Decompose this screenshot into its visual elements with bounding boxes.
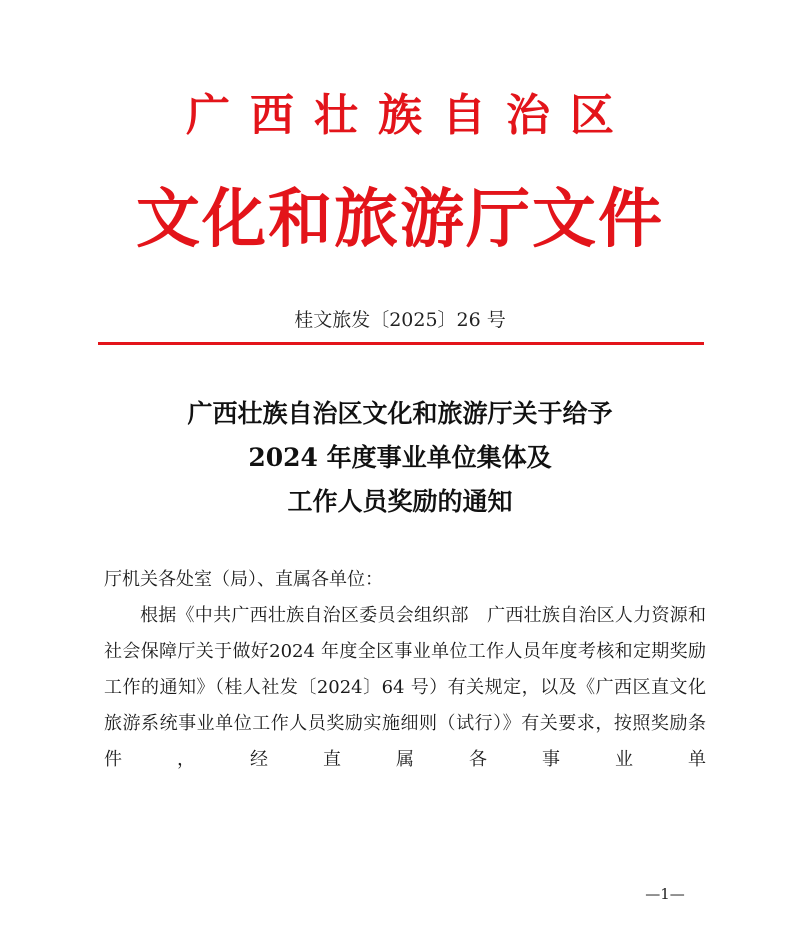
document-title-line3: 工作人员奖励的通知 <box>287 487 513 516</box>
document-title <box>0 392 800 524</box>
document-title-line1: 广西壮族自治区文化和旅游厅关于给予 <box>187 399 613 428</box>
document-body <box>104 562 706 778</box>
page-number: —1— <box>645 885 685 903</box>
issuing-authority-department: 文化和旅游厅文件 <box>136 182 664 257</box>
salutation: 厅机关各处室（局）、直属各单位： <box>104 569 383 590</box>
body-paragraph: 根据《中共广西壮族自治区委员会组织部 广西壮族自治区人力资源和社会保障厅关于做好2024 年度全区事业单位工作人员年度考核和定期奖励工作的通知》（桂人社发〔2024〕64 号）有关规定，以及《广西区直文化旅游系统事业单位工作人员奖励实施细则（试行）》有关要求，按照奖励条件，经直属各事业单 <box>104 605 706 770</box>
issuing-authority-region: 广西壮族自治区 <box>186 90 634 141</box>
document-title-line2: 2024 年度事业单位集体及 <box>248 443 552 472</box>
document-number: 桂文旅发〔2025〕26 号 <box>294 309 506 331</box>
red-separator-line <box>98 342 704 345</box>
